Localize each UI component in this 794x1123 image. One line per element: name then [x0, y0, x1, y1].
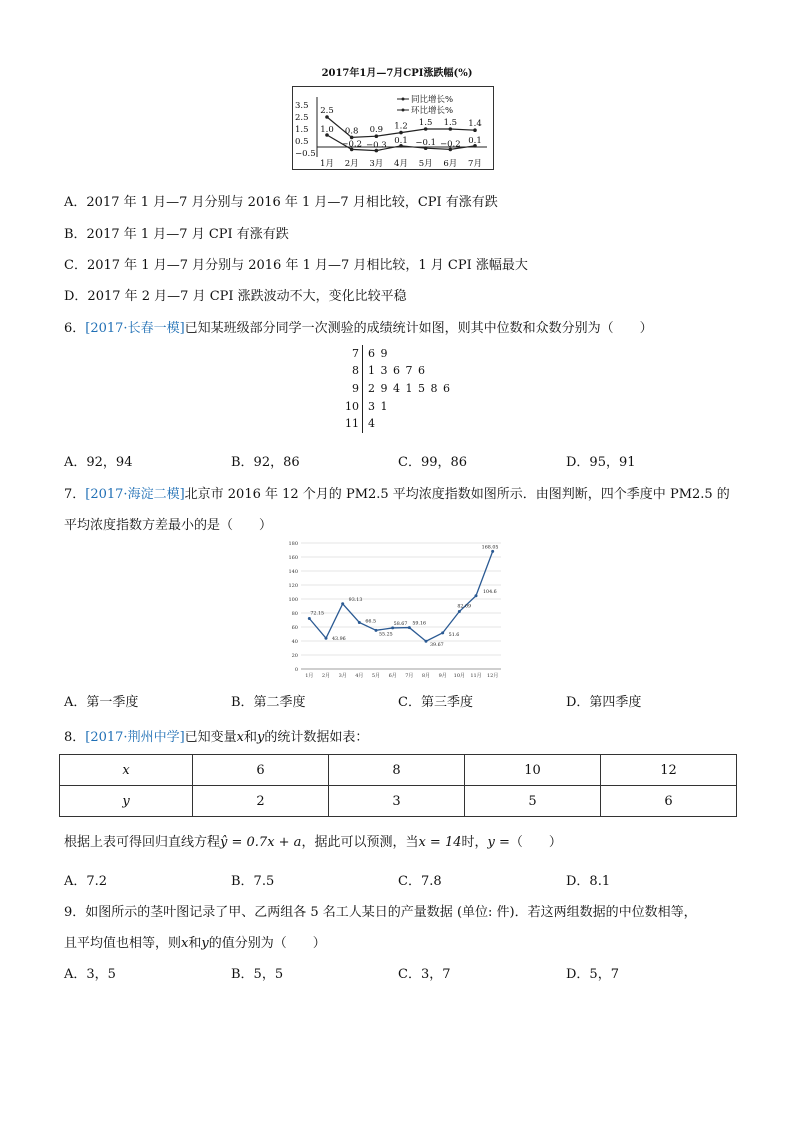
x-tick-label: 4月 [355, 673, 364, 679]
stem: 8 [352, 364, 359, 377]
q9-line2-and: 和 [188, 936, 202, 951]
data-point [358, 621, 361, 624]
data-point [425, 640, 428, 643]
data-label: 0.1 [468, 135, 482, 146]
q7-number: 7． [64, 487, 86, 502]
x-tick-label: 7月 [405, 673, 414, 679]
q8-text-and: 和 [244, 730, 258, 745]
q6-number: 6． [64, 321, 86, 336]
cpi-chart-svg [293, 87, 493, 169]
stem: 10 [345, 400, 359, 413]
legend-marker-yoy [402, 98, 405, 101]
q6-question [64, 317, 653, 336]
q6-option-a: A．92，94 [64, 455, 133, 470]
data-point [458, 610, 461, 613]
data-label: −0.2 [440, 139, 461, 150]
data-label: 1.4 [468, 119, 482, 130]
y-tick-label: 2.5 [295, 113, 309, 123]
table-cell: x [60, 755, 193, 786]
stem: 7 [352, 347, 359, 360]
x-tick-label: 5月 [418, 159, 433, 169]
leaves: 3 1 [368, 400, 389, 413]
cpi-chart-title: 2017年1月—7月CPI涨跌幅(%) [321, 68, 473, 79]
pm25-chart [283, 535, 505, 683]
data-point [325, 637, 328, 640]
q8-line2-c: 时， [461, 835, 488, 850]
legend-label-mom: 环比增长% [411, 106, 454, 116]
x-tick-label: 10月 [453, 673, 466, 679]
q6-option-d: D．95，91 [566, 455, 636, 470]
data-label: 0.9 [369, 125, 384, 136]
x-tick-label: 2月 [321, 673, 331, 679]
q9-line2-b: 的值分别为（ ） [208, 936, 326, 951]
data-label: 55.25 [379, 632, 393, 638]
q8-option-d: D．8.1 [566, 874, 611, 889]
q9-var-x: x [181, 936, 189, 951]
y-tick-label: 0 [294, 667, 298, 673]
q7-option-d: D．第四季度 [566, 695, 642, 710]
q8-question [64, 726, 368, 745]
leaves: 2 9 4 1 5 8 6 [368, 382, 451, 395]
data-label: 59.16 [412, 621, 427, 627]
q9-option-b: B．5，5 [231, 967, 284, 982]
y-tick-label: 160 [288, 555, 298, 561]
x-tick-label: 12月 [486, 673, 499, 679]
data-label: 51.6 [448, 632, 460, 638]
data-label: 43.96 [332, 637, 346, 643]
q9-question-line1: 9．如图所示的茎叶图记录了甲、乙两组各 5 名工人某日的产量数据 (单位: 件)．若这两组数据的中位数相等， [64, 905, 697, 920]
data-point [441, 631, 444, 634]
data-label: 2.5 [320, 106, 334, 116]
q8-regression-equation: ŷ = 0.7x + a [220, 835, 302, 850]
table-cell: 6 [601, 786, 737, 817]
table-cell: 6 [193, 755, 329, 786]
x-tick-label: 2月 [344, 159, 359, 169]
y-tick-label: 100 [288, 597, 298, 603]
x-tick-label: 5月 [371, 673, 381, 679]
data-label: 93.13 [348, 597, 363, 603]
q9-var-y: y [201, 936, 209, 951]
data-label: 39.67 [430, 643, 444, 649]
data-label: 1.2 [394, 121, 408, 132]
y-tick-label: 60 [291, 625, 298, 631]
q8-var-x: x [236, 730, 245, 745]
q6-option-b: B．92，86 [231, 455, 300, 470]
q8-option-c: C．7.8 [398, 874, 442, 889]
q7-option-a: A．第一季度 [64, 695, 139, 710]
data-label: 1.5 [443, 118, 458, 128]
table-cell: 10 [465, 755, 601, 786]
q5-option-c: C．2017 年 1 月—7 月分别与 2016 年 1 月—7 月相比较，1 月 CPI 涨幅最大 [64, 258, 528, 273]
q8-option-b: B．7.5 [231, 874, 275, 889]
q9-option-d: D．5，7 [566, 967, 619, 982]
x-tick-label: 7月 [468, 159, 482, 169]
legend-marker-mom [402, 109, 405, 112]
x-tick-label: 3月 [338, 673, 347, 679]
q7-source: [2017·海淀二模] [85, 487, 185, 502]
q8-var-y: y [257, 730, 265, 745]
y-tick-label: 1.5 [295, 125, 309, 135]
q8-line2-d: （ ） [509, 835, 562, 850]
q5-option-d: D．2017 年 2 月—7 月 CPI 涨跌波动不大，变化比较平稳 [64, 289, 407, 304]
table-cell: 12 [601, 755, 737, 786]
table-row-y [60, 786, 737, 817]
q8-text-pre: 已知变量 [184, 730, 237, 745]
data-label: 82.09 [457, 604, 472, 610]
x-tick-label: 1月 [320, 159, 334, 169]
table-cell: y [60, 786, 193, 817]
data-label: 0.1 [394, 135, 408, 146]
data-label: −0.3 [366, 140, 387, 151]
series-line-pm25 [309, 551, 492, 641]
data-label: 72.15 [310, 611, 325, 617]
data-label: −0.1 [415, 138, 436, 149]
q8-data-table [59, 754, 737, 817]
q9-option-c: C．3，7 [398, 967, 451, 982]
q8-y-equals: y = [487, 835, 510, 850]
q8-number: 8． [64, 730, 86, 745]
x-tick-label: 6月 [388, 673, 397, 679]
q8-line2-a: 根据上表可得回归直线方程 [64, 835, 221, 850]
y-tick-label: 3.5 [295, 101, 309, 111]
q8-option-a: A．7.2 [64, 874, 108, 889]
data-label: 168.05 [481, 545, 499, 551]
x-tick-label: 4月 [394, 159, 408, 169]
y-tick-label: 120 [288, 583, 298, 589]
y-tick-label: 80 [291, 611, 298, 617]
q7-text: 北京市 2016 年 12 个月的 PM2.5 平均浓度指数如图所示．由图判断，四个季度中 PM2.5 的 [184, 487, 730, 502]
q5-option-a: A．2017 年 1 月—7 月分别与 2016 年 1 月—7 月相比较，CPI 有涨有跌 [64, 195, 498, 210]
stem: 9 [352, 382, 359, 395]
q9-line2-a: 且平均值也相等，则 [64, 936, 182, 951]
y-tick-label: 140 [288, 569, 298, 575]
x-tick-label: 1月 [305, 673, 314, 679]
cpi-chart [292, 86, 494, 170]
data-point [308, 617, 311, 620]
data-label: 1.0 [320, 125, 334, 135]
q5-option-b: B．2017 年 1 月—7 月 CPI 有涨有跌 [64, 227, 289, 242]
leaves: 1 3 6 7 6 [368, 364, 426, 377]
data-label: 0.8 [344, 126, 359, 137]
data-label: 58.67 [393, 621, 408, 627]
table-cell: 8 [329, 755, 465, 786]
y-tick-label: 20 [291, 653, 298, 659]
q8-line2-b: ，据此可以预测，当 [301, 835, 419, 850]
data-label: 104.6 [483, 589, 497, 595]
data-label: 1.5 [418, 118, 433, 128]
y-tick-label: −0.5 [295, 149, 316, 159]
data-point [408, 626, 411, 629]
q7-question-line2: 平均浓度指数方差最小的是（ ） [64, 518, 273, 533]
y-tick-label: 40 [291, 639, 298, 645]
x-tick-label: 8月 [421, 673, 431, 679]
q6-option-c: C．99，86 [398, 455, 468, 470]
x-tick-label: 9月 [438, 673, 447, 679]
data-label: −0.2 [341, 139, 362, 150]
stem: 11 [345, 417, 359, 430]
q6-source: [2017·长春一模] [85, 321, 185, 336]
q9-question-line2 [64, 932, 326, 951]
table-cell: 3 [329, 786, 465, 817]
x-tick-label: 11月 [470, 673, 482, 679]
legend-label-yoy: 同比增长% [411, 95, 454, 105]
q6-text: 已知某班级部分同学一次测验的成绩统计如图，则其中位数和众数分别为（ ） [184, 321, 653, 336]
y-tick-label: 180 [288, 541, 298, 547]
q8-text-post: 的统计数据如表： [264, 730, 369, 745]
table-row-x [60, 755, 737, 786]
table-cell: 5 [465, 786, 601, 817]
y-tick-label: 0.5 [295, 137, 309, 147]
data-point [475, 594, 478, 597]
q7-option-b: B．第二季度 [231, 695, 306, 710]
q9-option-a: A．3，5 [64, 967, 116, 982]
q8-source: [2017·荆州中学] [85, 730, 185, 745]
leaves: 6 9 [368, 347, 389, 360]
data-label: 66.5 [365, 619, 377, 625]
x-tick-label: 6月 [443, 159, 458, 169]
q8-question-line2 [64, 831, 562, 850]
x-tick-label: 3月 [369, 159, 384, 169]
q8-condition: x = 14 [418, 835, 462, 850]
data-point [341, 602, 344, 605]
table-cell: 2 [193, 786, 329, 817]
data-point [375, 629, 378, 632]
q7-option-c: C．第三季度 [398, 695, 473, 710]
leaves: 4 [368, 417, 376, 430]
pm25-chart-svg [283, 535, 505, 683]
q7-question-line1 [64, 483, 730, 502]
